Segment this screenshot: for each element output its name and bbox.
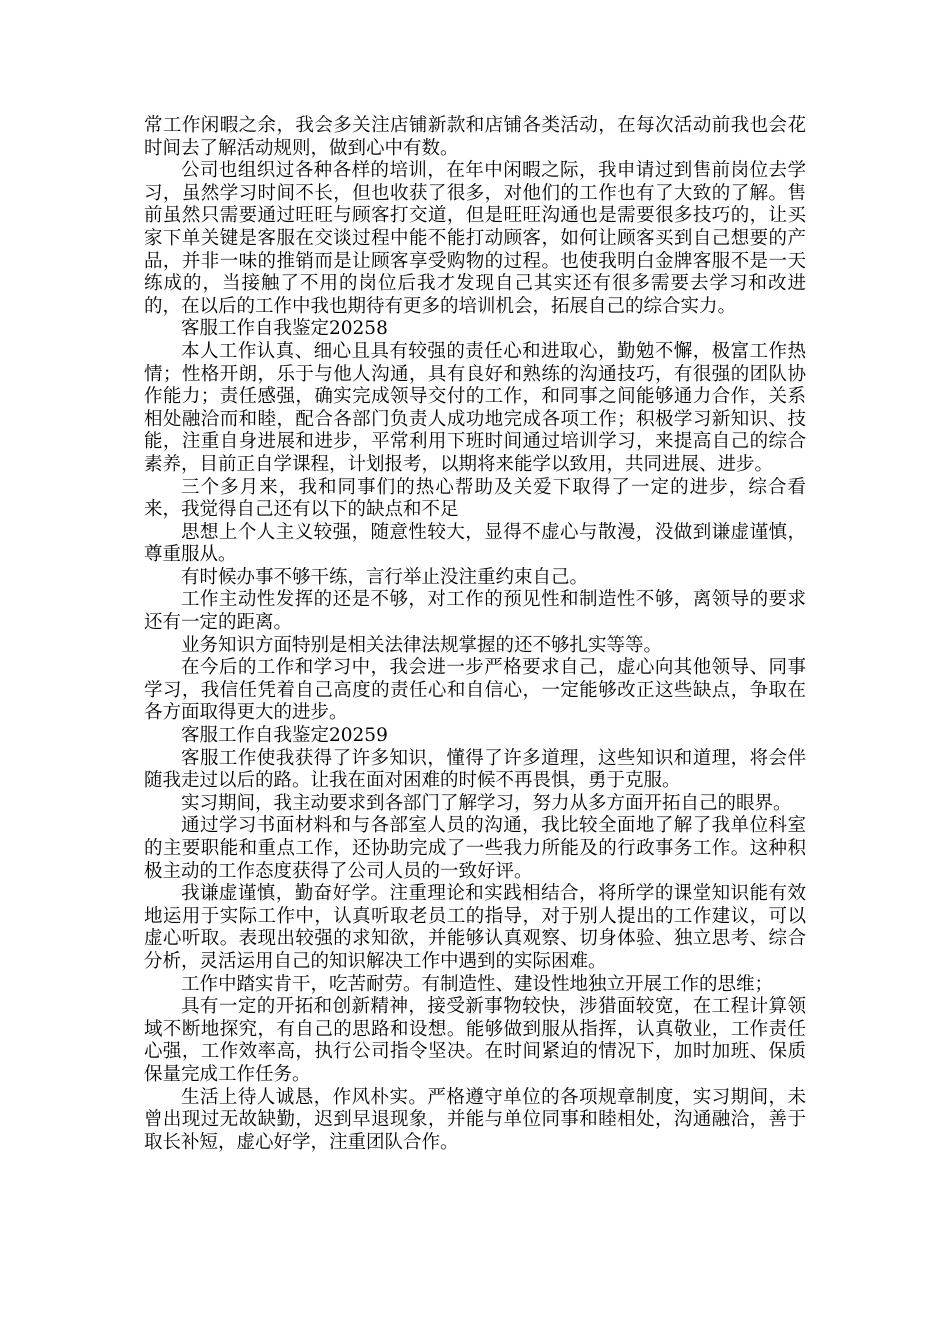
paragraph: 思想上个人主义较强，随意性较大，显得不虚心与散漫，没做到谦虚谨慎，尊重服从。 bbox=[144, 521, 806, 566]
paragraph: 三个多月来，我和同事们的热心帮助及关爱下取得了一定的进步，综合看来，我觉得自己还有以下的缺点和不足 bbox=[144, 476, 806, 521]
paragraph: 业务知识方面特别是相关法律法规掌握的还不够扎实等等。 bbox=[181, 634, 663, 656]
document-body bbox=[144, 115, 806, 1154]
paragraph: 工作主动性发挥的还是不够，对工作的预见性和制造性不够，离领导的要求还有一定的距离。 bbox=[144, 589, 806, 634]
paragraph: 具有一定的开拓和创新精神，接受新事物较快，涉猎面较宽，在工程计算领域不断地探究，有自己的思路和设想。能够做到服从指挥，认真敬业，工作责任心强，工作效率高，执行公司指令坚决。在时间紧迫的情况下，加时加班、保质保量完成工作任务。 bbox=[144, 996, 806, 1085]
paragraph: 本人工作认真、细心且具有较强的责任心和进取心，勤勉不懈，极富工作热情；性格开朗，乐于与他人沟通，具有良好和熟练的沟通技巧，有很强的团队协作能力；责任感强，确实完成领导交付的工作，和同事之间能够通力合作，关系相处融洽而和睦，配合各部门负责人成功地完成各项工作；积极学习新知识、技能，注重自身进展和进步，平常利用下班时间通过培训学习，来提高自己的综合素养，目前正自学课程，计划报考，以期将来能学以致用，共同进展、进步。 bbox=[144, 340, 806, 475]
paragraph: 在今后的工作和学习中，我会进一步严格要求自己，虚心向其他领导、同事学习，我信任凭着自己高度的责任心和自信心，一定能够改正这些缺点，争取在各方面取得更大的进步。 bbox=[144, 657, 806, 724]
paragraph: 有时候办事不够干练，言行举止没注重约束自己。 bbox=[181, 566, 589, 588]
paragraph: 实习期间，我主动要求到各部门了解学习，努力从多方面开拓自己的眼界。 bbox=[181, 792, 792, 814]
paragraph: 公司也组织过各种各样的培训，在年中闲暇之际，我申请过到售前岗位去学习，虽然学习时间不长，但也收获了很多，对他们的工作也有了大致的了解。售前虽然只需要通过旺旺与顾客打交道，但是旺旺沟通也是需要很多技巧的，让买家下单关键是客服在交谈过程中能不能打动顾客，如何让顾客买到自己想要的产品，并非一味的推销而是让顾客享受购物的过程。也使我明白金牌客服不是一天练成的，当接触了不用的岗位后我才发现自己其实还有很多需要去学习和改进的，在以后的工作中我也期待有更多的培训机会，拓展自己的综合实力。 bbox=[144, 160, 806, 317]
section-heading: 客服工作自我鉴定20259 bbox=[181, 725, 388, 747]
paragraph: 工作中踏实肯干，吃苦耐劳。有制造性、建设性地独立开展工作的思维； bbox=[181, 973, 774, 995]
paragraph: 客服工作使我获得了许多知识，懂得了许多道理，这些知识和道理，将会伴随我走过以后的路。让我在面对困难的时候不再畏惧，勇于克服。 bbox=[144, 747, 806, 792]
paragraph: 我谦虚谨慎，勤奋好学。注重理论和实践相结合，将所学的课堂知识能有效地运用于实际工作中，认真听取老员工的指导，对于别人提出的工作建议，可以虚心听取。表现出较强的求知欲，并能够认真观察、切身体验、独立思考、综合分析，灵活运用自己的知识解决工作中遇到的实际困难。 bbox=[144, 883, 806, 972]
paragraph-continued: 常工作闲暇之余，我会多关注店铺新款和店铺各类活动，在每次活动前我也会花时间去了解活动规则，做到心中有数。 bbox=[144, 115, 806, 159]
paragraph: 生活上待人诚恳，作风朴实。严格遵守单位的各项规章制度，实习期间，未曾出现过无故缺勤，迟到早退现象，并能与单位同事和睦相处，沟通融洽，善于取长补短，虚心好学，注重团队合作。 bbox=[144, 1086, 806, 1153]
paragraph: 通过学习书面材料和与各部室人员的沟通，我比较全面地了解了我单位科室的主要职能和重点工作，还协助完成了一些我力所能及的行政事务工作。这种积极主动的工作态度获得了公司人员的一致好评。 bbox=[144, 815, 806, 882]
section-heading: 客服工作自我鉴定20258 bbox=[181, 318, 388, 340]
